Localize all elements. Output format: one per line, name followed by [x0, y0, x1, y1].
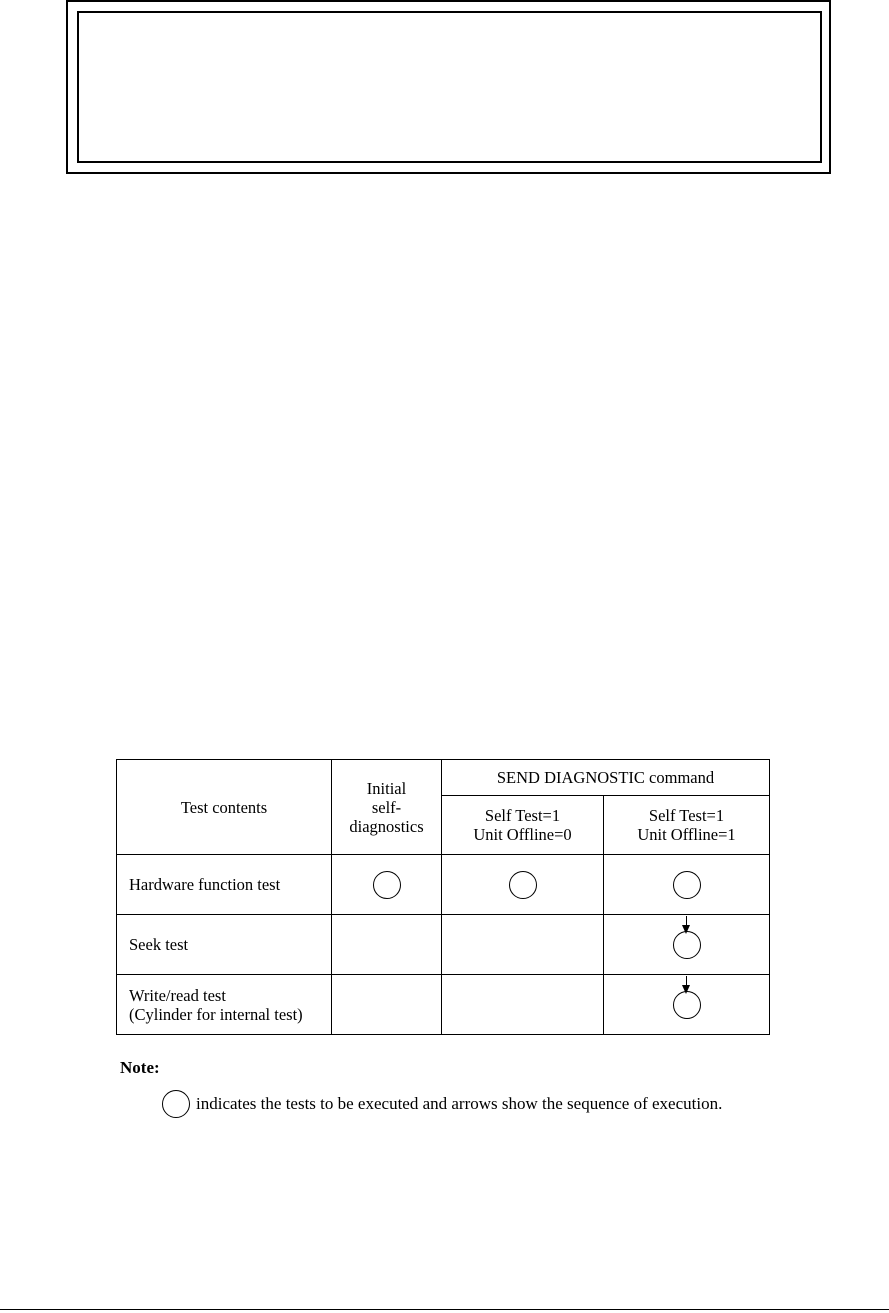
header-test-contents: Test contents [117, 760, 332, 855]
cell-offline1 [604, 915, 770, 975]
cell-offline1 [604, 855, 770, 915]
header-unit-offline-0 [442, 796, 604, 855]
row-label-line2: (Cylinder for internal test) [129, 1004, 303, 1024]
cell-offline0 [442, 915, 604, 975]
header-unit-offline-1 [604, 796, 770, 855]
header-initial-line2: self- [371, 797, 402, 817]
self-diagnostics-table [116, 759, 770, 1035]
boxed-frame-inner [77, 11, 822, 163]
header-initial-line3: diagnostics [349, 816, 424, 836]
row-label-line1: Seek test [129, 935, 189, 954]
execution-circle-icon [673, 991, 701, 1019]
table-row [117, 975, 770, 1035]
header-col2-line2: Unit Offline=0 [473, 825, 572, 844]
row-label [117, 915, 332, 975]
header-initial-line1: Initial [366, 778, 407, 798]
cell-initial [332, 915, 442, 975]
row-label-line1: Hardware function test [129, 875, 281, 894]
cell-initial [332, 855, 442, 915]
table-row [117, 855, 770, 915]
legend-circle-icon [162, 1090, 190, 1118]
cell-offline0 [442, 975, 604, 1035]
execution-circle-icon [509, 871, 537, 899]
footer-rule [0, 1309, 889, 1310]
note-title: Note: [120, 1058, 160, 1077]
execution-circle-icon [673, 871, 701, 899]
header-col2-line1: Self Test=1 [484, 806, 561, 825]
header-col3-line1: Self Test=1 [648, 806, 725, 825]
row-label-line1: Write/read test [129, 985, 226, 1005]
header-col3-line2: Unit Offline=1 [637, 825, 736, 844]
note-text: indicates the tests to be executed and arrows show the sequence of execution. [196, 1094, 723, 1113]
header-send-diagnostic: SEND DIAGNOSTIC command [442, 760, 770, 796]
header-initial-self-diagnostics [332, 760, 442, 855]
execution-circle-icon [373, 871, 401, 899]
table-row [117, 915, 770, 975]
row-label [117, 975, 332, 1035]
cell-offline1 [604, 975, 770, 1035]
cell-initial [332, 975, 442, 1035]
note-line [162, 1090, 722, 1118]
row-label [117, 855, 332, 915]
execution-circle-icon [673, 931, 701, 959]
cell-offline0 [442, 855, 604, 915]
